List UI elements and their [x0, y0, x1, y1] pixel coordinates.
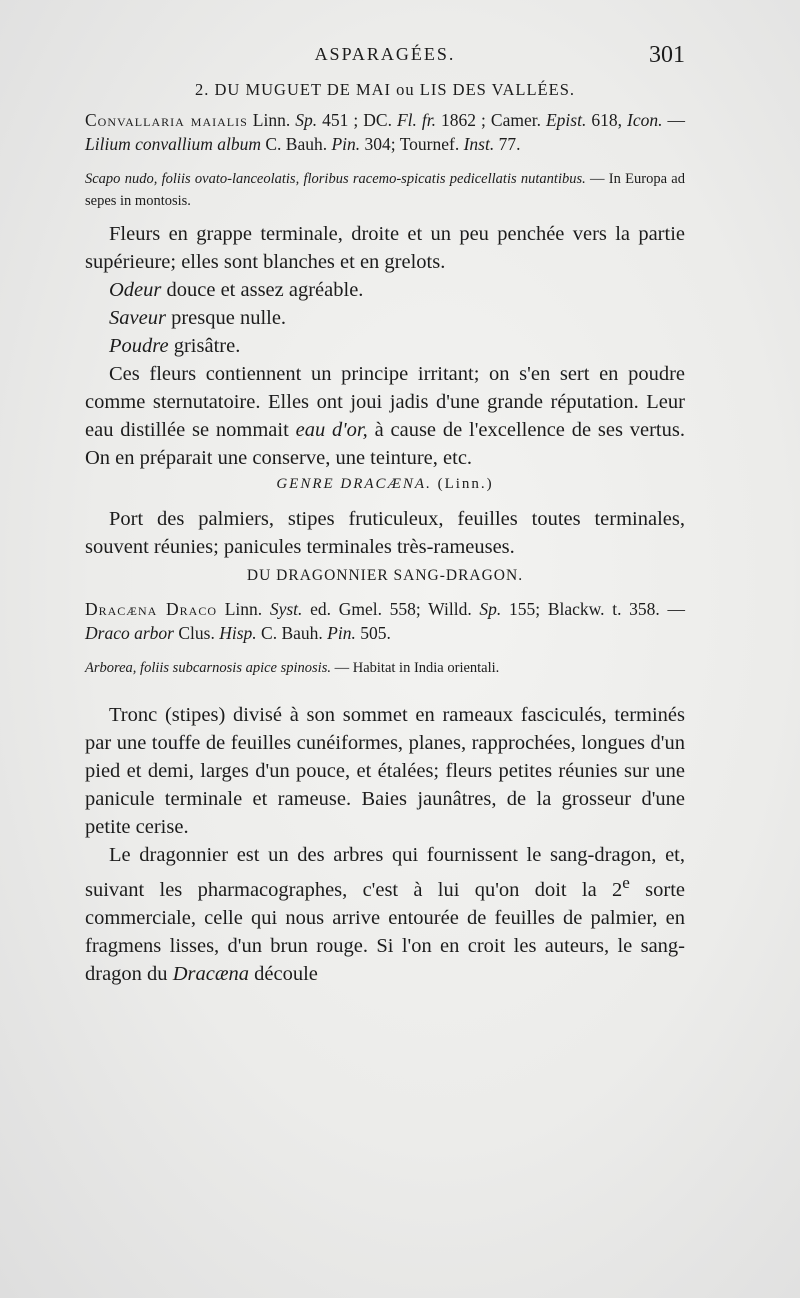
synonymy-muguet: Convallaria maialis Linn. Sp. 451 ; DC. Fl. fr. 1862 ; Camer. Epist. 618, Icon. — Lilium convallium album C. Bauh. Pin. 304; Tournef. Inst. 77. — [85, 110, 685, 154]
paragraph-odeur: Odeur douce et assez agréable. — [109, 279, 364, 301]
latin-binomial: Dracæna Draco — [85, 599, 217, 619]
section-title-dragonnier: DU DRAGONNIER SANG-DRAGON. — [246, 567, 524, 584]
paragraph-uses: Ces fleurs contiennent un principe irritant; on s'en sert en poudre comme sternutatoire. Elles ont joui jadis d'une grande réputation. Leur eau distillée se nommait eau d'or, à cause de l'excellence de ses vertus. On en préparait une conserve, une teinture, etc. — [85, 363, 685, 469]
running-head: ASPARAGÉES. — [314, 44, 456, 64]
genus-description: Port des palmiers, stipes fruticuleux, feuilles toutes terminales, souvent réunies; panicules terminales très-rameuses. — [85, 508, 685, 558]
page-number: 301 — [649, 42, 685, 68]
latin-binomial: Convallaria maialis — [85, 110, 248, 130]
genus-heading: GENRE DRACÆNA. (Linn.) — [276, 476, 494, 492]
latin-diagnosis-muguet: Scapo nudo, foliis ovato-lanceolatis, floribus racemo-spicatis pedicellatis nutantibus. — In Europa ad sepes in montosis. — [85, 171, 685, 209]
page-header — [85, 44, 685, 74]
paragraph-poudre: Poudre grisâtre. — [109, 335, 241, 357]
section-title-muguet: 2. DU MUGUET DE MAI ou LIS DES VALLÉES. — [194, 80, 575, 99]
paragraph-saveur: Saveur presque nulle. — [109, 307, 287, 329]
paragraph-sang-dragon: Le dragonnier est un des arbres qui fournissent le sang-dragon, et, suivant les pharmacographes, c'est à lui qu'on doit la 2e sorte commerciale, celle qui nous arrive entourée de feuilles de palmier, en fragmens lisses, d'un brun rouge. Si l'on en croit les auteurs, le sang-dragon du Dracæna découle — [85, 844, 685, 985]
paragraph-trunk: Tronc (stipes) divisé à son sommet en rameaux fasciculés, terminés par une touffe de feuilles cunéiformes, planes, rapprochées, longues d'un pied et demi, larges d'un pouce, et étalées; fleurs petites réunies sur une panicule terminale et rameuse. Baies jaunâtres, de la grosseur d'une petite cerise. — [85, 704, 685, 838]
synonymy-dragonnier: Dracæna Draco Linn. Syst. ed. Gmel. 558; Willd. Sp. 155; Blackw. t. 358. — Draco arbor Clus. Hisp. C. Bauh. Pin. 505. — [85, 599, 685, 643]
page-body — [85, 80, 685, 988]
paragraph-flowers: Fleurs en grappe terminale, droite et un peu penchée vers la partie supérieure; elles sont blanches et en grelots. — [85, 223, 685, 273]
latin-diagnosis-dragonnier: Arborea, foliis subcarnosis apice spinosis. — Habitat in India orientali. — [85, 660, 500, 676]
